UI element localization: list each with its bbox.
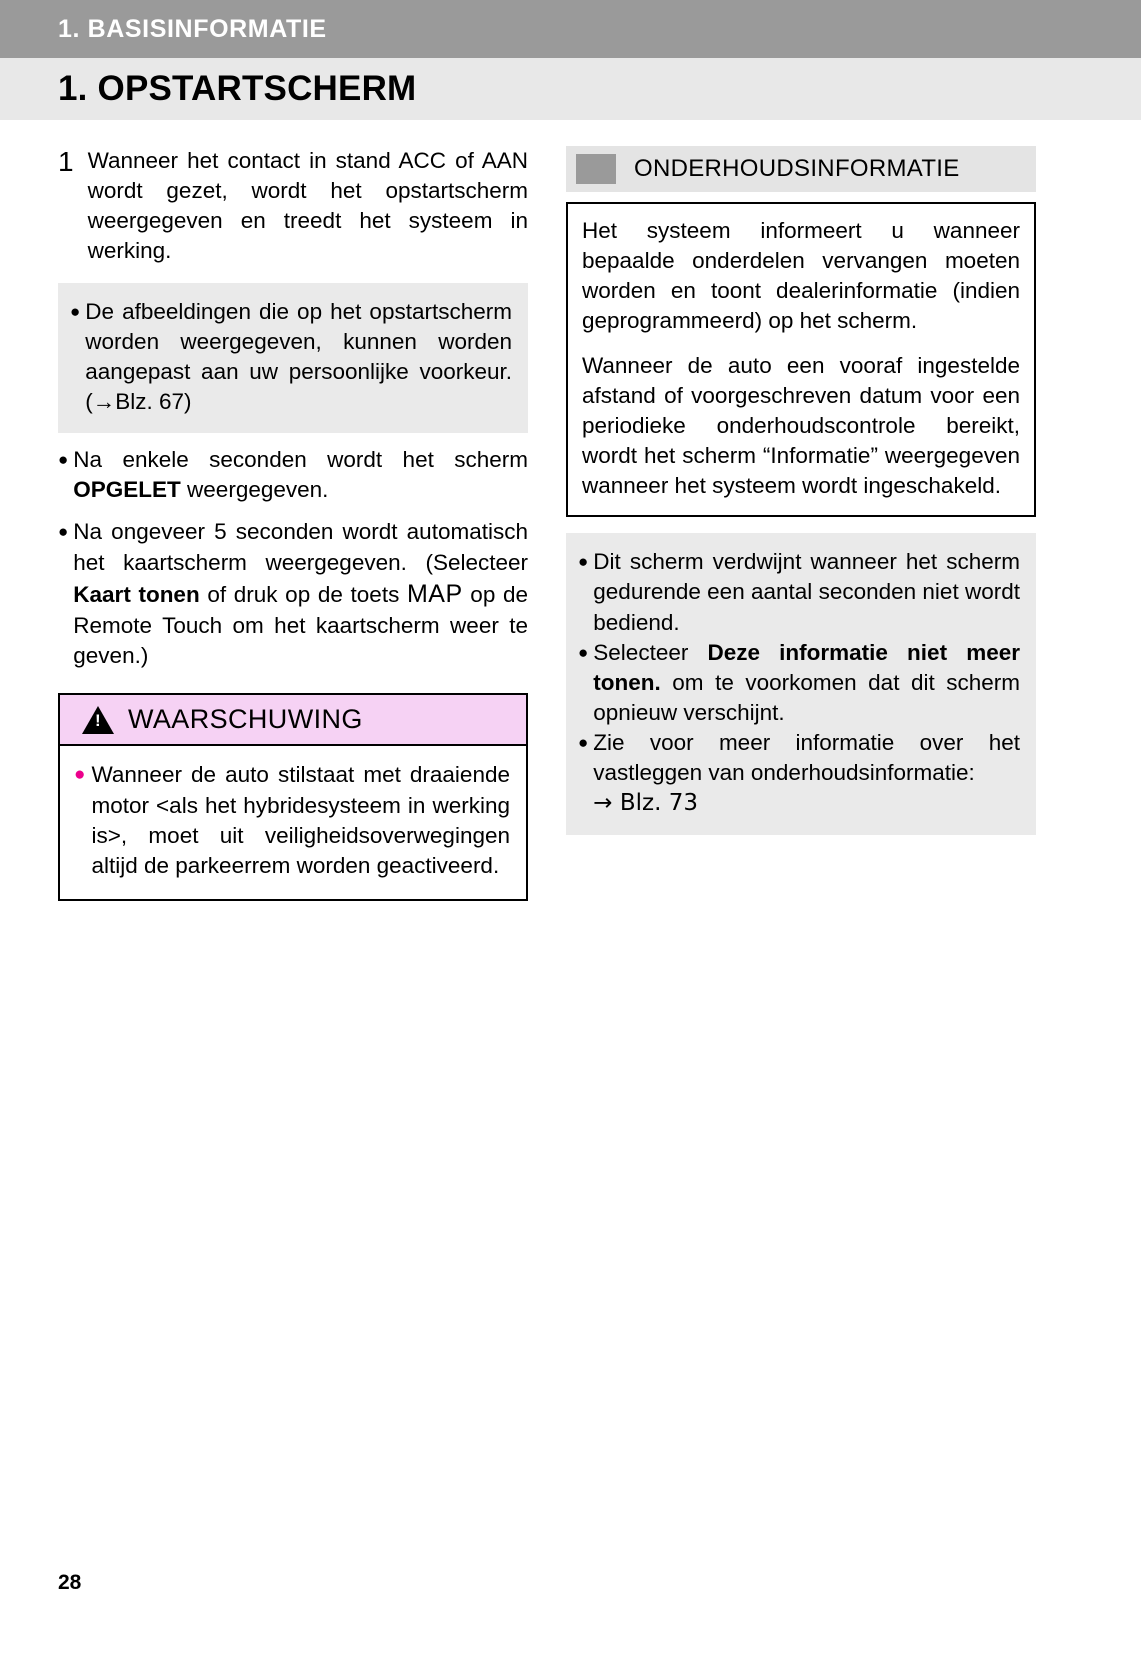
warning-header	[60, 695, 526, 746]
bullet-dot-icon: ●	[70, 301, 81, 321]
list-item-text: Dit scherm verdwijnt wanneer het scherm gedurende een aantal seconden niet wordt bediend.	[593, 549, 1020, 635]
rbullet-1-bold: Deze informatie niet meer tonen.	[593, 639, 1020, 695]
list-item-text	[593, 638, 1020, 728]
bullet-dot-icon: ●	[578, 642, 589, 662]
info-note-box	[566, 533, 1036, 835]
note-text: De afbeeldingen die op het opstartscherm worden weergegeven, kunnen worden aangepast aan uw persoonlijke voorkeur. (→Blz. 67)	[85, 298, 512, 414]
section-header-bar	[0, 58, 1141, 120]
page-content	[0, 146, 1141, 901]
bullet-1-mid: of druk op de toets	[199, 581, 407, 607]
step-item	[58, 146, 528, 267]
warning-box	[58, 693, 528, 901]
bullet-0-pre: Na enkele seconden wordt het scherm	[73, 447, 528, 473]
list-item-text	[73, 445, 528, 505]
list-item	[578, 638, 1020, 728]
page-reference-link[interactable]: → Blz. 73	[593, 790, 698, 817]
page-number: 28	[58, 1571, 82, 1594]
warning-text: Wanneer de auto stilstaat met draaiende motor <als het hybridesysteem in werking is>, moet uit veiligheidsoverwegingen altijd de parkeerrem worden geactiveerd.	[91, 762, 510, 878]
info-heading-bar	[566, 146, 1036, 192]
info-paragraph: Wanneer de auto een vooraf ingestelde afstand of voorgeschreven datum voor een periodieke onderhoudscontrole bereikt, wordt het scherm “Informatie” weergegeven wanneer het systeem wordt ingeschakeld.	[582, 352, 1020, 499]
chapter-title: 1. BASISINFORMATIE	[58, 14, 327, 43]
bullet-dot-icon: ●	[58, 522, 69, 542]
bullet-dot-icon: ●	[578, 733, 589, 753]
bullet-dot-icon: ●	[578, 552, 589, 572]
bullet-1-post: op de Remote Touch om het kaartscherm weer te geven.)	[73, 581, 529, 669]
list-item-text	[593, 728, 1020, 819]
info-box	[566, 202, 1036, 517]
warning-bullet-dot-icon: ●	[74, 764, 86, 786]
list-item	[578, 547, 1020, 637]
list-item	[58, 517, 528, 671]
list-item-text	[73, 517, 528, 671]
bullet-1-bold: Kaart tonen	[73, 581, 200, 607]
page-title: 1. OPSTARTSCHERM	[58, 69, 417, 108]
info-heading-title: ONDERHOUDSINFORMATIE	[634, 155, 960, 182]
map-key-label: MAP	[406, 579, 463, 608]
info-paragraph: Het systeem informeert u wanneer bepaalde onderdelen vervangen moeten worden en toont dealerinformatie (indien geprogrammeerd) op het scherm.	[582, 218, 1020, 334]
rbullet-1-post: om te voorkomen dat dit scherm opnieuw verschijnt.	[593, 669, 1020, 725]
bullet-0-bold: OPGELET	[73, 477, 181, 503]
left-column	[58, 146, 528, 901]
heading-swatch-icon	[576, 154, 616, 184]
chapter-header-bar	[0, 0, 1141, 58]
warning-title: WAARSCHUWING	[128, 704, 363, 735]
rbullet-2-pre: Zie voor meer informatie over het vastleggen van onderhoudsinformatie:	[593, 730, 1020, 786]
bullet-dot-icon: ●	[58, 450, 69, 470]
bullet-0-post: weergegeven.	[180, 477, 329, 503]
warning-body	[60, 746, 526, 899]
note-box	[58, 283, 528, 434]
bullet-1-pre: Na ongeveer 5 seconden wordt automatisch het kaartscherm weergegeven. (Selecteer	[73, 519, 528, 575]
list-item	[578, 728, 1020, 819]
rbullet-1-pre: Selecteer	[593, 639, 708, 665]
step-text: Wanneer het contact in stand ACC of AAN wordt gezet, wordt het opstartscherm weergegeven en treedt het systeem in werking.	[87, 148, 528, 264]
step-number: 1	[58, 146, 74, 177]
list-item	[58, 445, 528, 505]
right-column	[566, 146, 1036, 901]
warning-triangle-icon	[82, 706, 114, 734]
